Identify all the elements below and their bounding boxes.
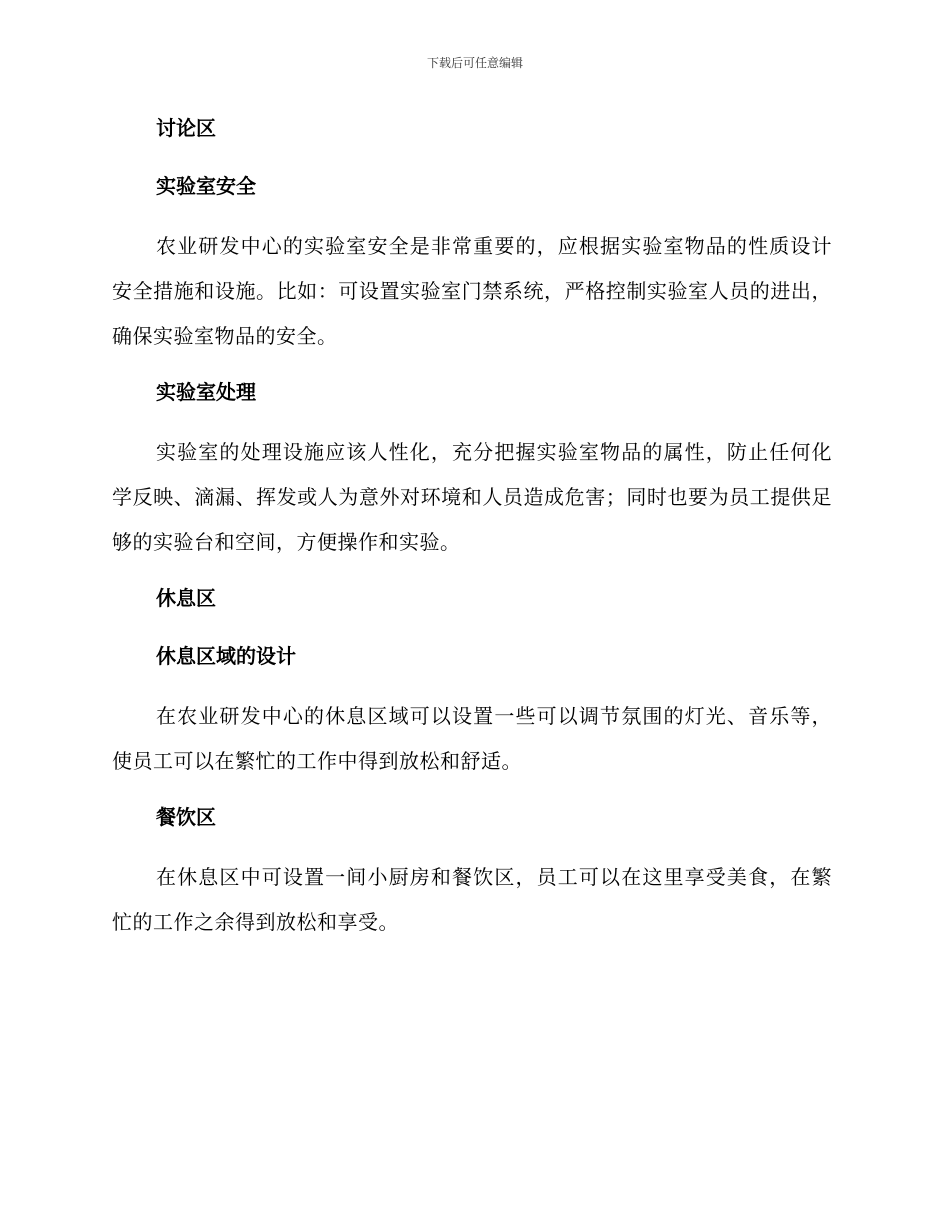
document-body (112, 108, 832, 958)
heading-discussion-area: 讨论区 (156, 116, 216, 140)
heading-rest-area: 休息区 (156, 586, 216, 610)
paragraph-rest-area-design: 在农业研发中心的休息区域可以设置一些可以调节氛围的灯光、音乐等，使员工可以在繁忙的工作中得到放松和舒适。 (112, 704, 832, 773)
heading-dining-area: 餐饮区 (156, 805, 216, 829)
heading-rest-area-design: 休息区域的设计 (156, 644, 296, 668)
header-note: 下载后可任意编辑 (426, 56, 523, 70)
heading-lab-handling: 实验室处理 (156, 380, 256, 404)
paragraph-lab-handling: 实验室的处理设施应该人性化，充分把握实验室物品的属性，防止任何化学反映、滴漏、挥发或人为意外对环境和人员造成危害；同时也要为员工提供足够的实验台和空间，方便操作和实验。 (112, 440, 832, 554)
paragraph-lab-safety: 农业研发中心的实验室安全是非常重要的，应根据实验室物品的性质设计安全措施和设施。比如：可设置实验室门禁系统，严格控制实验室人员的进出，确保实验室物品的安全。 (112, 234, 832, 348)
paragraph-dining-area: 在休息区中可设置一间小厨房和餐饮区，员工可以在这里享受美食，在繁忙的工作之余得到放松和享受。 (112, 865, 832, 934)
heading-lab-safety: 实验室安全 (156, 174, 256, 198)
